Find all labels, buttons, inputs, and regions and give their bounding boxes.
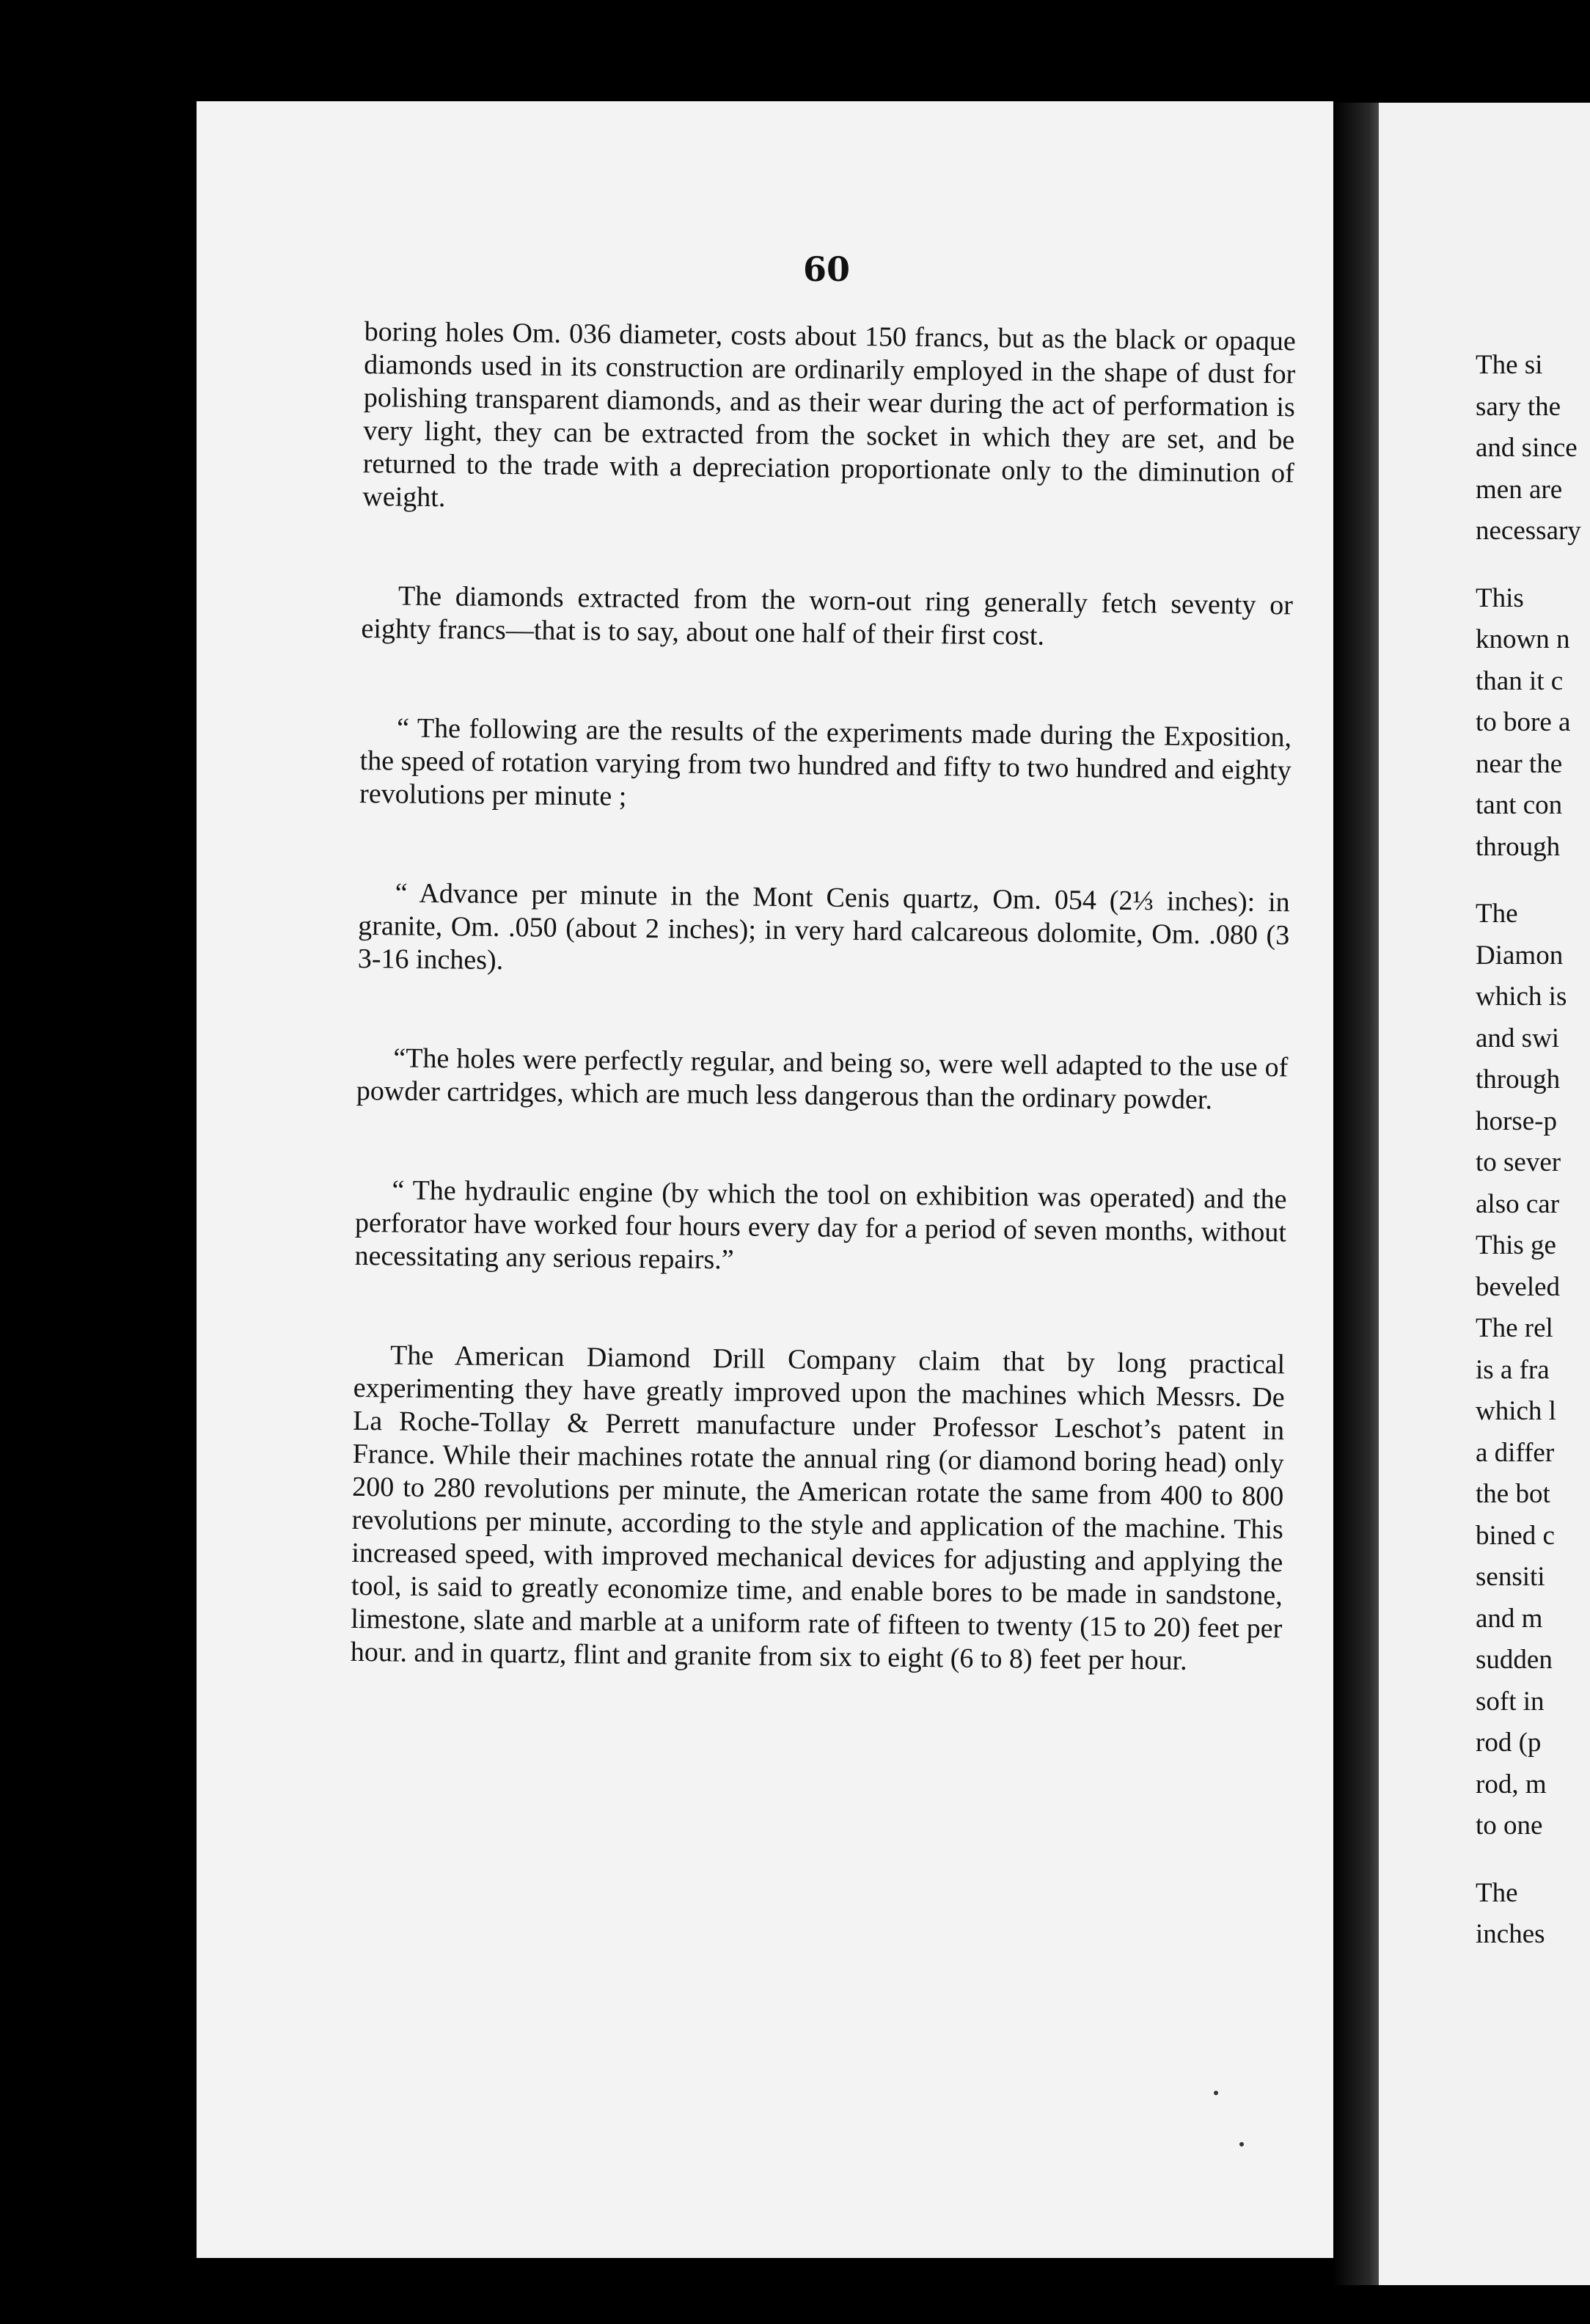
right-line: The rel (1476, 1313, 1553, 1343)
right-line: is a fra (1476, 1354, 1550, 1385)
right-line: known n (1476, 624, 1570, 654)
right-line: which is (1476, 982, 1567, 1012)
right-line: inches (1476, 1919, 1545, 1949)
right-line: to sever (1476, 1147, 1561, 1177)
right-line: through (1476, 831, 1561, 862)
paragraph-7: The American Diamond Drill Company claim that by long practical experimenting they have greatly improved upon the machines which Messrs. De La Roche-Tollay & Perrett manufacture under Professor Leschot’s patent in France. While their machines rotate the annual ring (or diamond boring head) only 200 to 280 revolutions per minute, the American rotate the same from 400 to 800 revolutions per minute, according to the style and application of the machine. This increased speed, with improved mechanical devices for adjusting and applying the tool, is said to greatly economize time, and enable bores to be made in sandstone, limestone, slate and marble at a uniform rate of fifteen to twenty (15 to 20) feet per hour. and in quartz, flint and granite from six to eight (6 to 8) feet per hour. (350, 1340, 1286, 1676)
right-line: also car (1476, 1188, 1560, 1219)
right-page-text (1476, 345, 1590, 1956)
dust-speck (1239, 2142, 1244, 2146)
dust-speck (1214, 2091, 1218, 2095)
right-line: the bot (1476, 1479, 1550, 1509)
right-line: horse-p (1476, 1106, 1557, 1136)
paragraph-5: “The holes were perfectly regular, and being so, were well adapted to the use of powder cartridges, which are much less dangerous than the ordinary powder. (356, 1042, 1289, 1116)
right-line: through (1476, 1064, 1561, 1095)
right-line: necessary (1476, 516, 1581, 546)
paragraph-1: boring holes Om. 036 diameter, costs about 150 francs, but as the black or opaque diamonds used in its construction are ordinarily employed in the shape of dust for polishing transparent diamonds, and as their wear during the act of performation is very light, they can be extracted from the socket in which they are set, and be returned to the trade with a depreciation proportionate only to the diminution of weight. (362, 315, 1296, 514)
right-line: and swi (1476, 1023, 1560, 1053)
paragraph-3: “ The following are the results of the experiments made during the Exposition, the speed of rotation varying from two hundred and fifty to two hundred and eighty revolutions per minute ; (359, 712, 1292, 812)
right-paragraph-gap (1476, 868, 1590, 894)
right-line: a differ (1476, 1437, 1555, 1468)
right-line: This (1476, 582, 1524, 613)
left-page-body (350, 315, 1296, 1744)
right-line: than it c (1476, 665, 1564, 696)
right-line: tant con (1476, 790, 1563, 820)
right-line: rod, m (1476, 1769, 1547, 1799)
right-line: to one (1476, 1810, 1543, 1841)
right-line: rod (p (1476, 1728, 1542, 1758)
right-line: Diamon (1476, 940, 1564, 971)
right-line: near the (1476, 748, 1563, 779)
right-line: sary the (1476, 391, 1561, 422)
right-line: soft in (1476, 1686, 1545, 1717)
right-line: The (1476, 1877, 1518, 1908)
right-line: The (1476, 899, 1518, 929)
right-line: This ge (1476, 1230, 1556, 1260)
right-line: sensiti (1476, 1562, 1545, 1592)
paragraph-4: “ Advance per minute in the Mont Cenis quartz, Om. 054 (2⅓ inches): in granite, Om. .050 (about 2 inches); in very hard calcareous dolomite, Om. .080 (3 3-16 inches). (357, 877, 1290, 976)
right-line: beveled (1476, 1271, 1561, 1302)
right-paragraph-gap (1476, 1847, 1590, 1873)
right-line: bined c (1476, 1520, 1555, 1551)
right-line: men are (1476, 474, 1563, 505)
page-number: 60 (803, 249, 851, 289)
paragraph-6: “ The hydraulic engine (by which the tool on exhibition was operated) and the perforator have worked four hours every day for a period of seven months, without necessitating any serious repairs.” (354, 1174, 1287, 1276)
right-line: to bore a (1476, 707, 1571, 737)
right-paragraph-gap (1476, 552, 1590, 578)
right-line: sudden (1476, 1645, 1553, 1675)
right-line: and m (1476, 1603, 1543, 1634)
right-line: and since (1476, 433, 1578, 463)
right-line: The si (1476, 350, 1543, 380)
paragraph-2: The diamonds extracted from the worn-out ring generally fetch seventy or eighty francs—that is to say, about one half of their first cost. (361, 580, 1294, 651)
right-line: which l (1476, 1396, 1556, 1426)
